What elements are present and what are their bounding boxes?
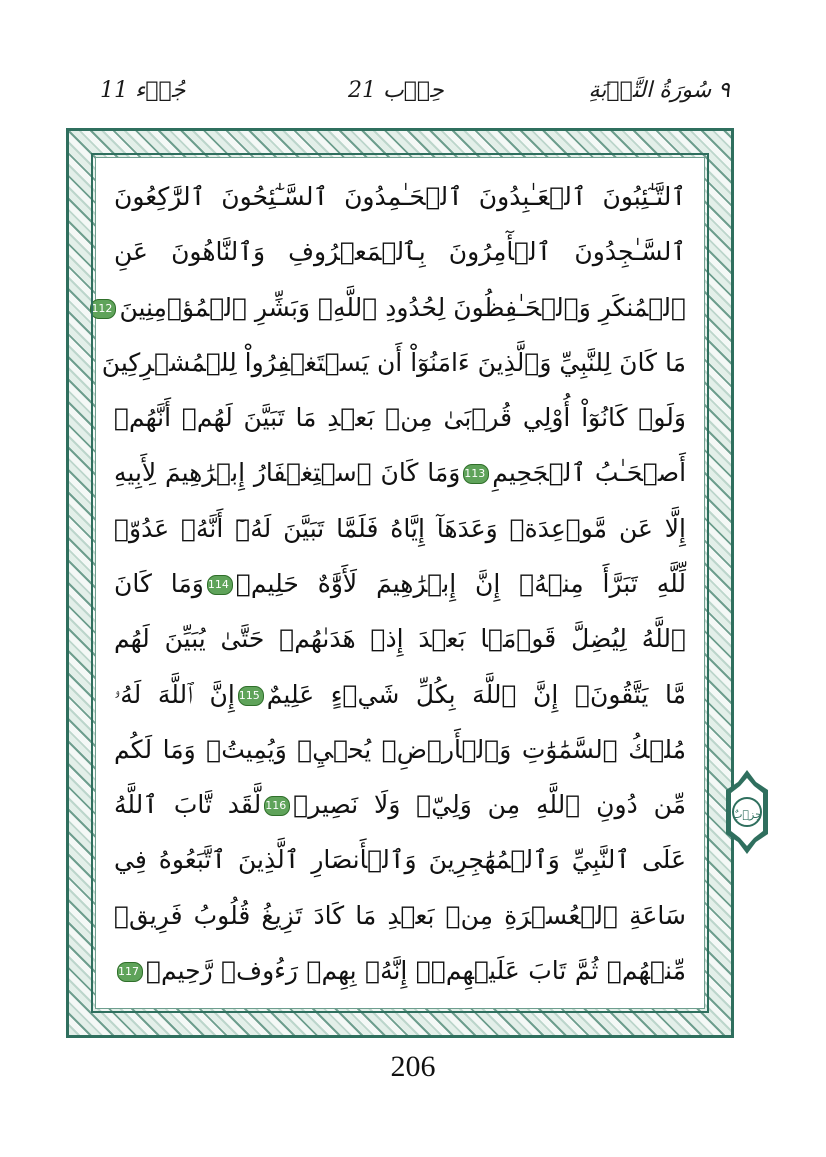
verse-text: مَا كَانَ لِلنَّبِيِّ وَٱلَّذِينَ ءَامَنُوٓاْ أَن يَسۡتَغۡفِرُواْ لِلۡمُشۡرِكِينَ xyxy=(101,347,686,377)
verse-text: إِلَّا عَن مَّوۡعِدَةٖ وَعَدَهَآ إِيَّاهُ فَلَمَّا تَبَيَّنَ لَهُۥٓ أَنَّهُۥ عَدُوّٞ xyxy=(114,513,686,543)
surah-title: ٩ سُورَةُ التَّوۡبَةِ xyxy=(588,78,730,103)
verse-line xyxy=(114,889,686,943)
verse-text: ٱلسَّـٰجِدُونَ ٱلۡأٓمِرُونَ بِٱلۡمَعۡرُوفِ وَٱلنَّاهُونَ عَنِ xyxy=(114,237,686,267)
verse-text: ٱللَّهُ لِيُضِلَّ قَوۡمَۢا بَعۡدَ إِذۡ هَدَىٰهُمۡ حَتَّىٰ يُبَيِّنَ لَهُم xyxy=(114,624,686,654)
verse-text-continued: إِنَّ ٱللَّهَ لَهُۥ xyxy=(114,679,235,709)
verse-line xyxy=(114,668,686,722)
verse-text: عَلَى ٱلنَّبِيِّ وَٱلۡمُهَٰجِرِينَ وَٱلۡأَنصَارِ ٱلَّذِينَ ٱتَّبَعُوهُ فِي xyxy=(114,845,686,875)
verse-line xyxy=(114,612,686,666)
ayah-number-marker: 117 xyxy=(117,962,143,982)
ayah-number-marker: 113 xyxy=(463,464,489,484)
verse-line xyxy=(91,281,686,335)
verse-text: مِّن دُونِ ٱللَّهِ مِن وَلِيّٖ وَلَا نَصِيرٖ xyxy=(293,790,686,820)
verse-text: مِّنۡهُمۡ ثُمَّ تَابَ عَلَيۡهِمۡۚ إِنَّهُۥ بِهِمۡ رَءُوفٞ رَّحِيمٞ xyxy=(146,955,686,985)
verse-text-continued: لَّقَد تَّابَ ٱللَّهُ xyxy=(114,790,262,820)
verse-text: سَاعَةِ ٱلۡعُسۡرَةِ مِنۢ بَعۡدِ مَا كَادَ تَزِيغُ قُلُوبُ فَرِيقٖ xyxy=(114,900,686,930)
ayah-number-marker: 115 xyxy=(238,686,264,706)
verse-text: ٱلتَّـٰٓئِبُونَ ٱلۡعَـٰبِدُونَ ٱلۡحَـٰمِدُونَ ٱلسَّـٰٓئِحُونَ ٱلرَّٰكِعُونَ xyxy=(114,182,686,211)
hizb-emblem-icon xyxy=(722,768,772,856)
hizb-label: حِزۡب 21 xyxy=(348,78,444,103)
ayah-number-marker: 112 xyxy=(90,299,116,319)
juz-label: جُزۡء 11 xyxy=(100,78,186,103)
verse-lines xyxy=(91,170,687,998)
verse-line xyxy=(114,391,686,445)
ayah-number-marker: 116 xyxy=(264,796,290,816)
page-number: 206 xyxy=(390,1050,436,1083)
verse-line xyxy=(114,557,686,611)
ayah-number-marker: 114 xyxy=(207,575,233,595)
verse-line xyxy=(114,225,686,279)
hizb-emblem-label: حِزۡبٌ xyxy=(732,808,762,821)
verse-text: مُلۡكُ ٱلسَّمَٰوَٰتِ وَٱلۡأَرۡضِۖ يُحۡيِۦ وَيُمِيتُۚ وَمَا لَكُم xyxy=(114,734,686,764)
verse-line xyxy=(114,502,686,556)
verse-text: أَصۡحَـٰبُ ٱلۡجَحِيمِ xyxy=(492,458,687,488)
ornamental-frame xyxy=(66,128,734,1038)
verse-text-continued: وَمَا كَانَ ٱسۡتِغۡفَارُ إِبۡرَٰهِيمَ لِأَبِيهِ xyxy=(114,458,461,488)
verse-line xyxy=(114,723,686,777)
verse-line xyxy=(114,446,686,500)
verse-line xyxy=(114,170,686,224)
verse-text: لِّلَّهِ تَبَرَّأَ مِنۡهُۚ إِنَّ إِبۡرَٰهِيمَ لَأَوَّٰهٌ حَلِيمٞ xyxy=(235,568,687,598)
verse-line xyxy=(114,833,686,887)
page-header xyxy=(100,78,730,118)
verse-text: مَّا يَتَّقُونَۚ إِنَّ ٱللَّهَ بِكُلِّ شَيۡءٍ عَلِيمٌ xyxy=(266,679,686,709)
verse-text: ٱلۡمُنكَرِ وَٱلۡحَـٰفِظُونَ لِحُدُودِ ٱللَّهِۗ وَبَشِّرِ ٱلۡمُؤۡمِنِينَ xyxy=(119,292,686,322)
verse-text: وَلَوۡ كَانُوٓاْ أُوْلِي قُرۡبَىٰ مِنۢ بَعۡدِ مَا تَبَيَّنَ لَهُمۡ أَنَّهُمۡ xyxy=(114,403,686,433)
text-area xyxy=(91,157,705,1009)
verse-line xyxy=(114,778,686,832)
verse-line xyxy=(101,336,686,390)
verse-text-continued: وَمَا كَانَ xyxy=(114,568,204,598)
verse-line xyxy=(114,944,686,998)
